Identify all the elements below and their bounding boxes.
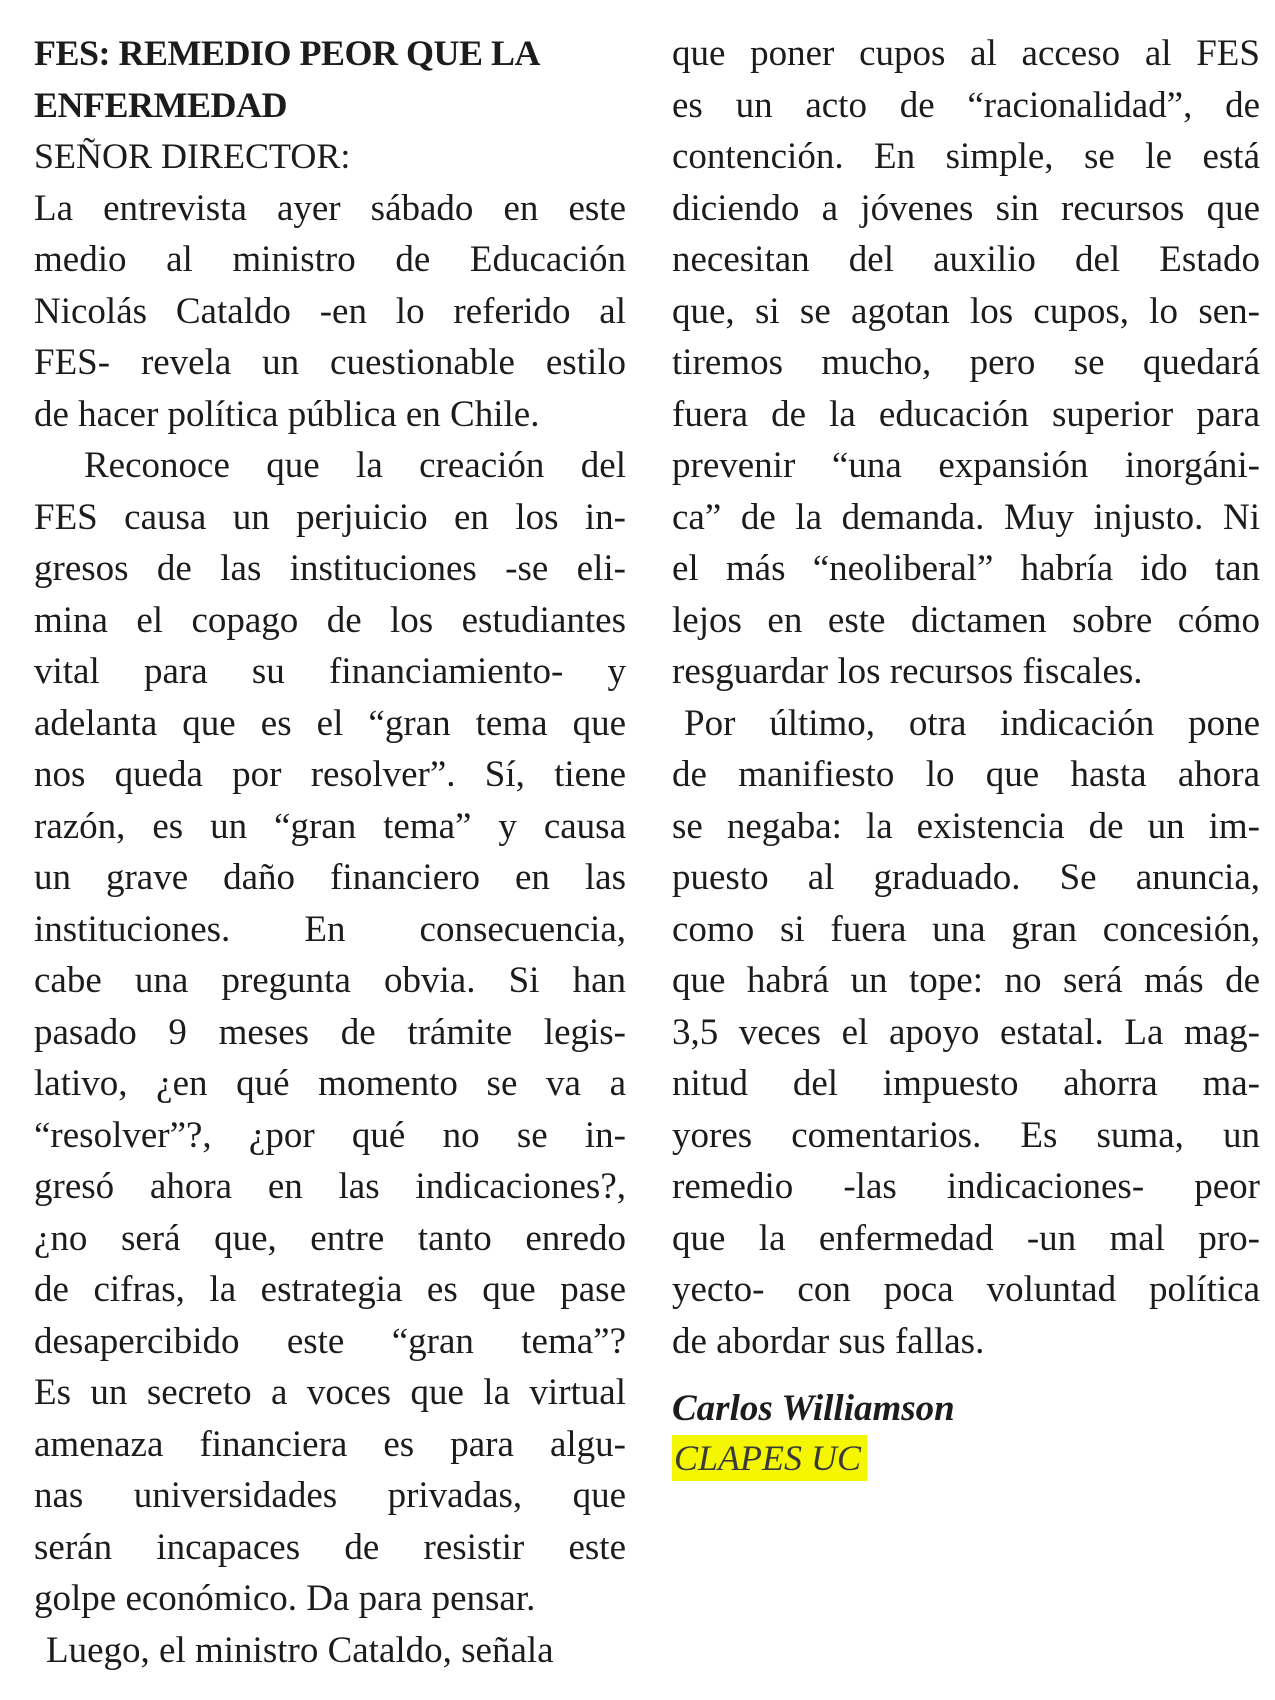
left-column-text-line: FES causa un perjuicio en los in-	[34, 496, 626, 538]
author-organization: CLAPES UC	[672, 1435, 867, 1481]
headline-line-2: ENFERMEDAD	[34, 84, 287, 125]
left-column-text-line: gresos de las instituciones -se eli-	[34, 548, 626, 589]
left-column-text-line: lativo, ¿en qué momento se va a	[34, 1063, 626, 1104]
left-column-text-line: FES- revela un cuestionable estilo	[34, 342, 626, 383]
left-column-text-line: Luego, el ministro Cataldo, señala	[46, 1629, 554, 1671]
right-column-text-line: diciendo a jóvenes sin recursos que	[672, 187, 1260, 229]
right-column-text-line: como si fuera una gran concesión,	[672, 908, 1260, 950]
right-column-text-line: ca” de la demanda. Muy injusto. Ni	[672, 496, 1260, 538]
salutation: SEÑOR DIRECTOR:	[34, 136, 351, 176]
right-column-text-line: nitud del impuesto ahorra ma-	[672, 1063, 1260, 1104]
right-column-text-line: fuera de la educación superior para	[672, 393, 1260, 435]
left-column-text-line: La entrevista ayer sábado en este	[34, 187, 626, 229]
right-column-text-line: contención. En simple, se le está	[672, 136, 1260, 177]
right-column-text-line: que habrá un tope: no será más de	[672, 960, 1260, 1001]
right-column-body	[672, 28, 1260, 1367]
right-column-text-line: lejos en este dictamen sobre cómo	[672, 599, 1260, 641]
author-signature: Carlos Williamson	[672, 1388, 955, 1429]
right-column-text-line: Por último, otra indicación pone	[684, 702, 1260, 744]
left-column-text-line: golpe económico. Da para pensar.	[34, 1578, 536, 1619]
left-column-body	[34, 183, 626, 1677]
left-column-text-line: ¿no será que, entre tanto enredo	[34, 1217, 626, 1259]
left-column-text-line: razón, es un “gran tema” y causa	[34, 805, 626, 847]
left-column-text-line: mina el copago de los estudiantes	[34, 599, 626, 641]
right-column-text-line: puesto al graduado. Se anuncia,	[672, 857, 1260, 898]
right-column-text-line: 3,5 veces el apoyo estatal. La mag-	[672, 1011, 1260, 1053]
left-column-text-line: Reconoce que la creación del	[84, 445, 626, 486]
left-column-text-line: gresó ahora en las indicaciones?,	[34, 1166, 626, 1207]
left-column-text-line: cabe una pregunta obvia. Si han	[34, 960, 626, 1001]
right-column	[672, 28, 1260, 1481]
left-column-text-line: desapercibido este “gran tema”?	[34, 1320, 626, 1362]
right-column-text-line: que, si se agotan los cupos, lo sen-	[672, 290, 1260, 332]
right-column-text-line: que poner cupos al acceso al FES	[672, 33, 1260, 74]
left-column-text-line: pasado 9 meses de trámite legis-	[34, 1011, 626, 1053]
left-column-text-line: amenaza financiera es para algu-	[34, 1423, 626, 1465]
right-column-text-line: tiremos mucho, pero se quedará	[672, 342, 1260, 383]
right-column-text-line: de abordar sus fallas.	[672, 1320, 985, 1362]
left-column	[34, 28, 626, 1676]
left-column-text-line: Nicolás Cataldo -en lo referido al	[34, 290, 626, 332]
left-column-text-line: adelanta que es el “gran tema que	[34, 702, 626, 744]
left-column-text-line: un grave daño financiero en las	[34, 857, 626, 898]
left-column-text-line: Es un secreto a voces que la virtual	[34, 1372, 626, 1413]
right-column-text-line: que la enfermedad -un mal pro-	[672, 1217, 1260, 1259]
left-column-text-line: medio al ministro de Educación	[34, 239, 626, 280]
right-column-text-line: el más “neoliberal” habría ido tan	[672, 548, 1260, 589]
right-column-text-line: remedio -las indicaciones- peor	[672, 1166, 1260, 1207]
right-column-text-line: yores comentarios. Es suma, un	[672, 1114, 1260, 1156]
left-column-text-line: de cifras, la estrategia es que pase	[34, 1269, 626, 1310]
right-column-text-line: necesitan del auxilio del Estado	[672, 239, 1260, 280]
left-column-text-line: nas universidades privadas, que	[34, 1475, 626, 1516]
left-column-text-line: instituciones. En consecuencia,	[34, 908, 626, 950]
right-column-text-line: yecto- con poca voluntad política	[672, 1269, 1260, 1310]
left-column-text-line: vital para su financiamiento- y	[34, 651, 626, 692]
left-column-text-line: serán incapaces de resistir este	[34, 1526, 626, 1568]
right-column-text-line: es un acto de “racionalidad”, de	[672, 84, 1260, 126]
right-column-text-line: se negaba: la existencia de un im-	[672, 805, 1260, 847]
right-column-text-line: resguardar los recursos fiscales.	[672, 651, 1143, 692]
left-column-text-line: de hacer política pública en Chile.	[34, 393, 540, 435]
right-column-text-line: de manifiesto lo que hasta ahora	[672, 754, 1260, 795]
headline-line-1: FES: REMEDIO PEOR QUE LA	[34, 33, 541, 73]
left-column-text-line: “resolver”?, ¿por qué no se in-	[34, 1114, 626, 1156]
right-column-text-line: prevenir “una expansión inorgáni-	[672, 445, 1260, 486]
left-column-text-line: nos queda por resolver”. Sí, tiene	[34, 754, 626, 795]
